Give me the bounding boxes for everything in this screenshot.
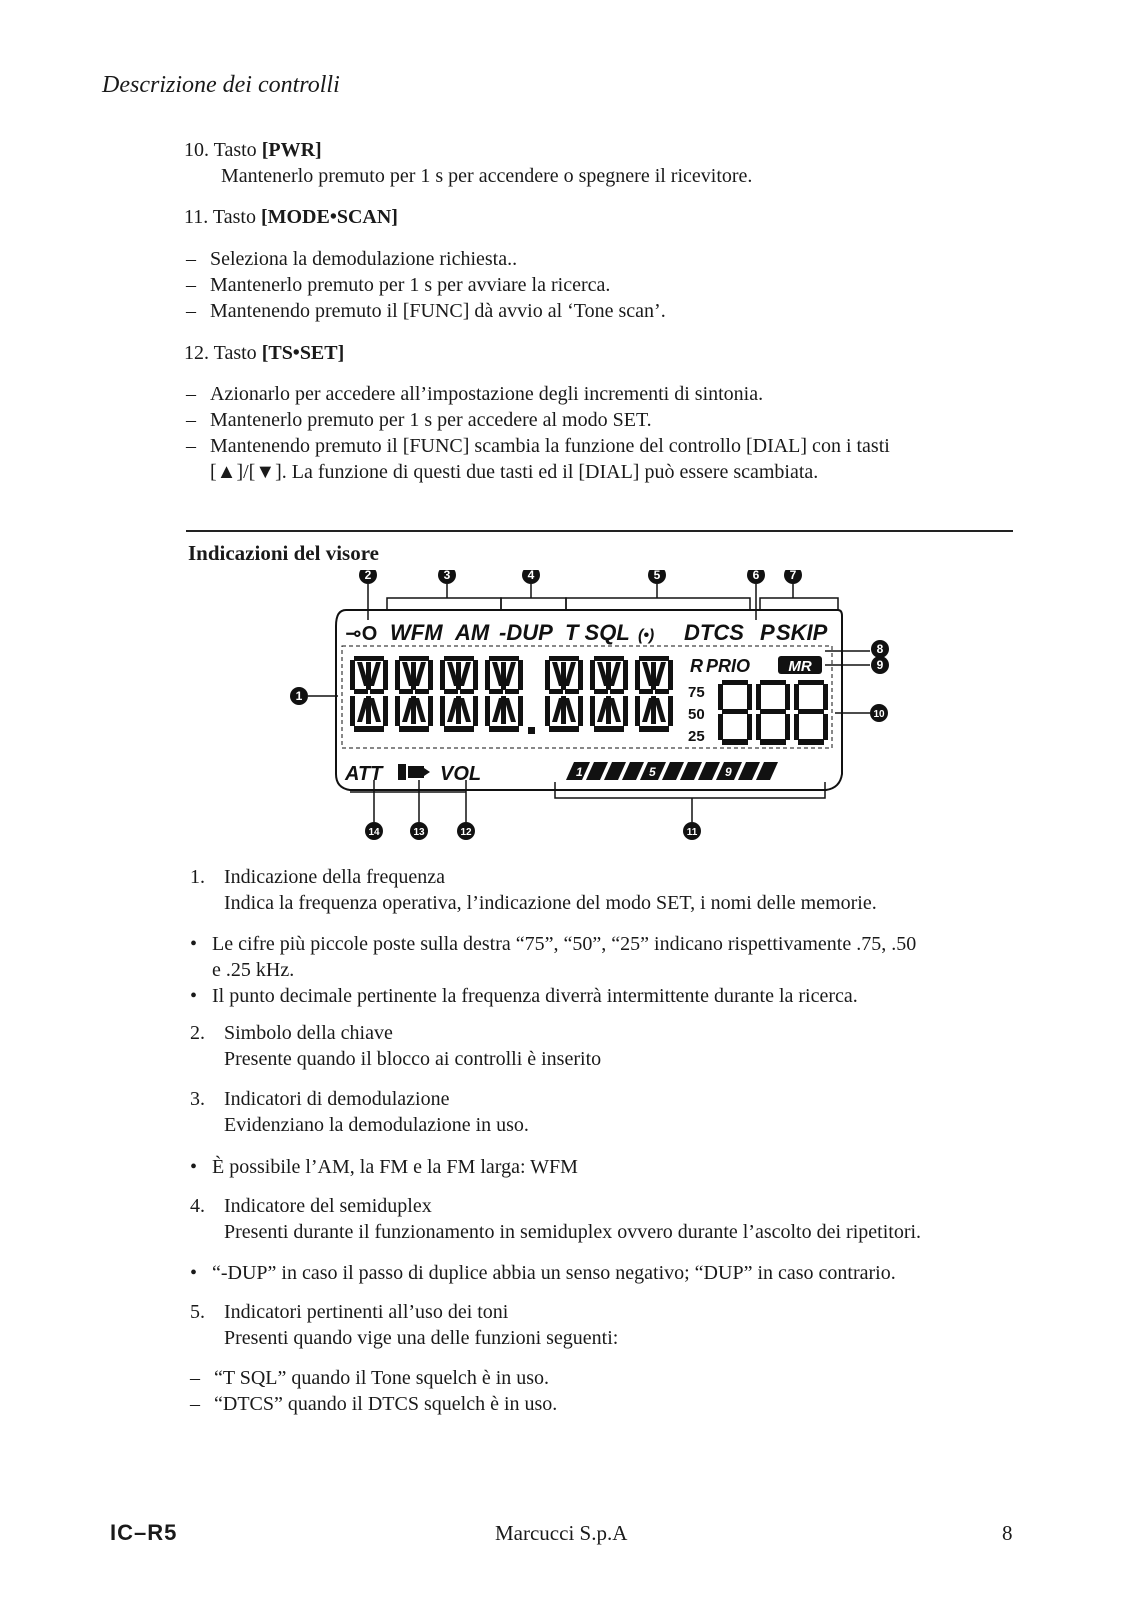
digit xyxy=(440,656,478,732)
small-digit xyxy=(718,680,752,745)
battery-icon xyxy=(398,764,406,780)
dash-item: – xyxy=(186,274,196,296)
callout-label: 11 xyxy=(686,827,698,838)
item-title-prefix: Tasto xyxy=(212,206,261,228)
item-4-number: 4. xyxy=(190,1195,205,1217)
control-11 xyxy=(184,204,398,230)
bullet-item-continued: e .25 kHz. xyxy=(212,959,295,981)
item-number: 12. xyxy=(184,342,209,364)
small-digit xyxy=(756,680,790,745)
callout-label: 9 xyxy=(876,658,884,672)
item-2-text: Presente quando il blocco ai controlli è inserito xyxy=(224,1048,602,1070)
item-3-text: Evidenziano la demodulazione in uso. xyxy=(224,1114,529,1136)
section-title: Indicazioni del visore xyxy=(188,541,379,565)
bullet-icon: • xyxy=(190,985,198,1007)
control-10-description: Mantenerlo premuto per 1 s per accendere o spegnere il ricevitore. xyxy=(221,165,753,187)
small-digit-25: 25 xyxy=(688,728,705,745)
callout-label: 14 xyxy=(368,827,380,838)
footer-model: IC–R5 xyxy=(110,1520,178,1545)
battery-icon-tip xyxy=(424,768,430,776)
item-title-prefix: Tasto xyxy=(213,139,262,161)
bullet-item: Il punto decimale pertinente la frequenza diverrà intermittente durante la ricerca. xyxy=(212,985,858,1007)
callout-label: 6 xyxy=(752,570,760,582)
control-11-bullet: Mantenerlo premuto per 1 s per avviare la ricerca. xyxy=(210,274,611,296)
battery-icon-body xyxy=(408,766,424,778)
lcd-att: ATT xyxy=(345,763,383,785)
footer-publisher: Marcucci S.p.A xyxy=(495,1521,628,1545)
lcd-pocket-beep: (•) xyxy=(638,627,655,644)
callout-label: 10 xyxy=(873,709,885,720)
bullet-item: È possibile l’AM, la FM e la FM larga: WFM xyxy=(212,1156,578,1178)
dash-item-text: “DTCS” quando il DTCS squelch è in uso. xyxy=(214,1393,558,1415)
lcd-prio: PRIO xyxy=(706,656,751,676)
dash-item: – xyxy=(186,409,196,431)
callout-label: 4 xyxy=(527,570,535,582)
lcd-display-diagram xyxy=(290,570,910,870)
dash-item: – xyxy=(190,1393,200,1415)
digit xyxy=(395,656,433,732)
item-number: 10. xyxy=(184,139,209,161)
lcd-wfm: WFM xyxy=(390,620,443,645)
control-11-bullet: Mantenendo premuto il [FUNC] dà avvio al ‘Tone scan’. xyxy=(210,300,666,322)
lcd-am: AM xyxy=(455,620,490,645)
key-name: [PWR] xyxy=(261,139,322,161)
dash-item: – xyxy=(186,300,196,322)
control-12-bullet: Azionarlo per accedere all’impostazione degli incrementi di sintonia. xyxy=(210,383,764,405)
control-11-bullet: Seleziona la demodulazione richiesta.. xyxy=(210,248,518,270)
lcd-mr: MR xyxy=(788,658,812,675)
callout-label: 3 xyxy=(443,570,451,582)
callout-label: 2 xyxy=(364,570,372,582)
item-1-number: 1. xyxy=(190,866,205,888)
s-meter-9: 9 xyxy=(725,765,732,779)
small-digit xyxy=(794,680,828,745)
digit xyxy=(350,656,388,732)
item-number: 11. xyxy=(184,206,209,228)
control-12-bullet-continued: [▲]/[▼]. La funzione di questi due tasti ed il [DIAL] può essere scambiata. xyxy=(210,461,819,483)
small-digit-75: 75 xyxy=(688,684,705,701)
callout-label: 8 xyxy=(876,642,884,656)
item-2-title: Simbolo della chiave xyxy=(224,1022,393,1044)
lcd-dup: -DUP xyxy=(499,620,553,645)
item-2-number: 2. xyxy=(190,1022,205,1044)
section-divider xyxy=(186,530,1013,532)
dash-item-text: “T SQL” quando il Tone squelch è in uso. xyxy=(214,1367,550,1389)
digit xyxy=(545,656,583,732)
control-10 xyxy=(184,137,322,163)
lcd-dtcs: DTCS xyxy=(684,620,744,645)
key-name: [MODE•SCAN] xyxy=(260,206,398,228)
control-12 xyxy=(184,340,344,366)
callout-label: 12 xyxy=(460,827,472,838)
control-12-bullet: Mantenendo premuto il [FUNC] scambia la funzione del controllo [DIAL] con i tasti xyxy=(210,435,890,457)
item-4-text: Presenti durante il funzionamento in semiduplex ovvero durante l’ascolto dei ripetitori. xyxy=(224,1221,922,1243)
item-3-title: Indicatori di demodulazione xyxy=(224,1088,450,1110)
item-5-text: Presenti quando vige una delle funzioni seguenti: xyxy=(224,1327,619,1349)
item-1-text: Indica la frequenza operativa, l’indicazione del modo SET, i nomi delle memorie. xyxy=(224,892,877,914)
dash-item: – xyxy=(190,1367,200,1389)
digit xyxy=(590,656,628,732)
key-lock-icon: ⊸O xyxy=(345,623,378,645)
lcd-skip: SKIP xyxy=(776,620,828,645)
bullet-item: “-DUP” in caso il passo di duplice abbia un senso negativo; “DUP” in caso contrario. xyxy=(212,1262,896,1284)
small-digit-50: 50 xyxy=(688,706,705,723)
s-meter xyxy=(566,762,778,780)
bullet-icon: • xyxy=(190,1262,198,1284)
lcd-tsql: T SQL xyxy=(565,620,630,645)
page-number: 8 xyxy=(1002,1521,1013,1545)
key-name: [TS•SET] xyxy=(261,342,345,364)
s-meter-1: 1 xyxy=(576,765,583,779)
lcd-vol: VOL xyxy=(440,763,482,785)
dash-item: – xyxy=(186,248,196,270)
digit xyxy=(635,656,673,732)
bullet-icon: • xyxy=(190,933,198,955)
item-5-title: Indicatori pertinenti all’uso dei toni xyxy=(224,1301,509,1323)
item-4-title: Indicatore del semiduplex xyxy=(224,1195,432,1217)
lcd-p: P xyxy=(760,620,775,645)
control-12-bullet: Mantenerlo premuto per 1 s per accedere al modo SET. xyxy=(210,409,652,431)
callout-label: 5 xyxy=(653,570,661,582)
lcd-r: R xyxy=(690,656,703,676)
item-5-number: 5. xyxy=(190,1301,205,1323)
digit xyxy=(485,656,523,732)
item-3-number: 3. xyxy=(190,1088,205,1110)
item-title-prefix: Tasto xyxy=(213,342,262,364)
bullet-item: Le cifre più piccole poste sulla destra “75”, “50”, “25” indicano rispettivamente .75, .50 xyxy=(212,933,917,955)
callout-label: 1 xyxy=(295,689,303,703)
dash-item: – xyxy=(186,435,196,457)
decimal-point xyxy=(528,727,535,734)
callout-label: 13 xyxy=(413,827,425,838)
callout-label: 7 xyxy=(789,570,797,582)
page-header: Descrizione dei controlli xyxy=(102,72,340,98)
item-1-title: Indicazione della frequenza xyxy=(224,866,445,888)
bullet-icon: • xyxy=(190,1156,198,1178)
s-meter-5: 5 xyxy=(649,765,656,779)
dash-item: – xyxy=(186,383,196,405)
